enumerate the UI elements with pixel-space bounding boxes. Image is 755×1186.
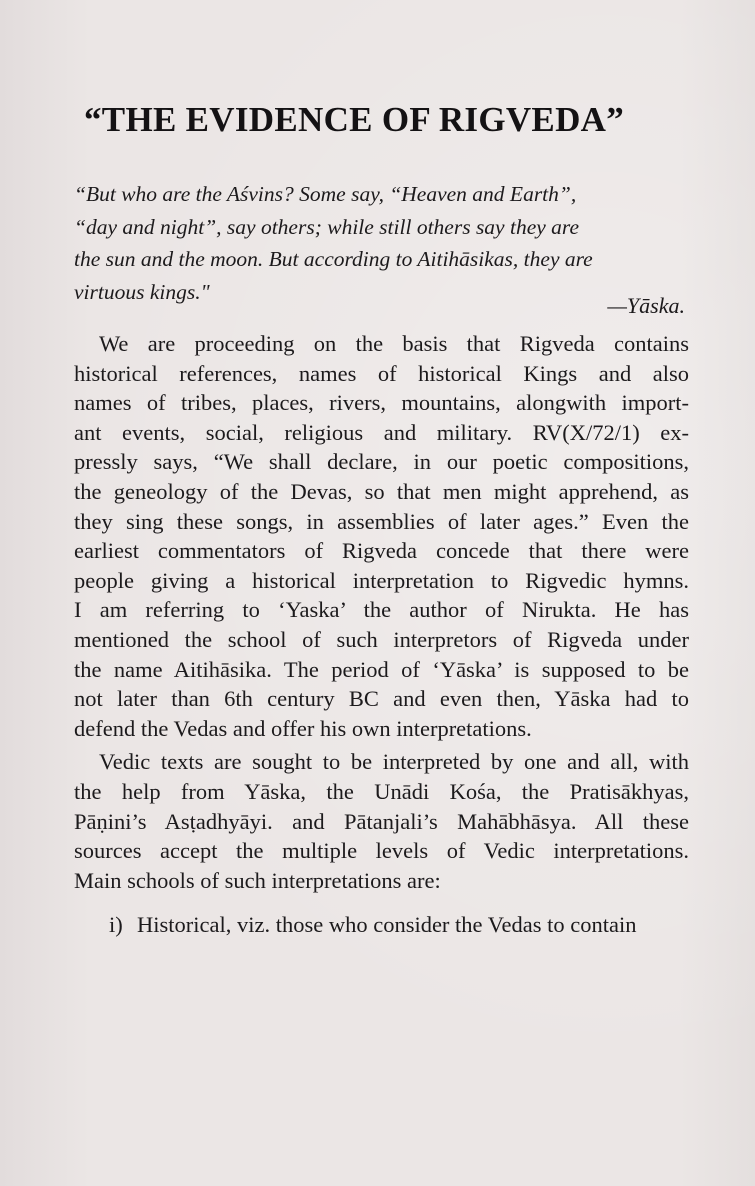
text-line: defend the Vedas and offer his own interpretations. bbox=[74, 715, 532, 741]
text-line: Pāṇini’s Asṭadhyāyi. and Pātanjali’s Mahābhāsya. All these bbox=[74, 808, 689, 834]
text-line: Main schools of such interpretations are: bbox=[74, 867, 441, 893]
text-line: the geneology of the Devas, so that men might apprehend, as bbox=[74, 478, 689, 504]
epigraph-quote bbox=[74, 178, 684, 308]
chapter-title: “THE EVIDENCE OF RIGVEDA” bbox=[84, 100, 625, 139]
text-line: names of tribes, places, rivers, mountains, alongwith import- bbox=[74, 390, 689, 416]
text-line: historical references, names of historical Kings and also bbox=[74, 360, 689, 386]
text-line: people giving a historical interpretation to Rigvedic hymns. bbox=[74, 567, 689, 593]
text-line: not later than 6th century BC and even then, Yāska had to bbox=[74, 686, 689, 712]
list-marker: i) bbox=[109, 912, 123, 937]
epigraph-attribution: —Yāska. bbox=[607, 293, 685, 318]
list-item-text: Historical, viz. those who consider the Vedas to contain bbox=[137, 912, 637, 937]
epigraph-line: “But who are the Aśvins? Some say, “Heaven and Earth”, bbox=[74, 182, 577, 206]
paragraph-2 bbox=[74, 747, 689, 895]
epigraph-line: the sun and the moon. But according to Aitihāsikas, they are bbox=[74, 247, 593, 271]
text-line: ant events, social, religious and military. RV(X/72/1) ex- bbox=[74, 419, 689, 445]
text-line: pressly says, “We shall declare, in our poetic compositions, bbox=[74, 449, 689, 475]
body-text bbox=[74, 329, 689, 899]
paragraph-1 bbox=[74, 329, 689, 743]
text-line: they sing these songs, in assemblies of later ages.” Even the bbox=[74, 508, 689, 534]
text-line: I am referring to ‘Yaska’ the author of Nirukta. He has bbox=[74, 597, 689, 623]
text-line: earliest commentators of Rigveda concede that there were bbox=[74, 538, 689, 564]
epigraph-line: “day and night”, say others; while still others say they are bbox=[74, 214, 580, 239]
text-line: the name Aitihāsika. The period of ‘Yāska’ is supposed to be bbox=[74, 656, 689, 682]
text-line: Vedic texts are sought to be interpreted by one and all, with bbox=[99, 749, 689, 775]
epigraph-line: virtuous kings." bbox=[74, 279, 210, 304]
text-line: We are proceeding on the basis that Rigveda contains bbox=[99, 331, 689, 356]
list-item bbox=[109, 912, 687, 938]
text-line: sources accept the multiple levels of Vedic interpretations. bbox=[74, 838, 689, 864]
text-line: mentioned the school of such interpretors of Rigveda under bbox=[74, 626, 689, 652]
text-line: the help from Yāska, the Unādi Kośa, the Pratisākhyas, bbox=[74, 778, 689, 804]
